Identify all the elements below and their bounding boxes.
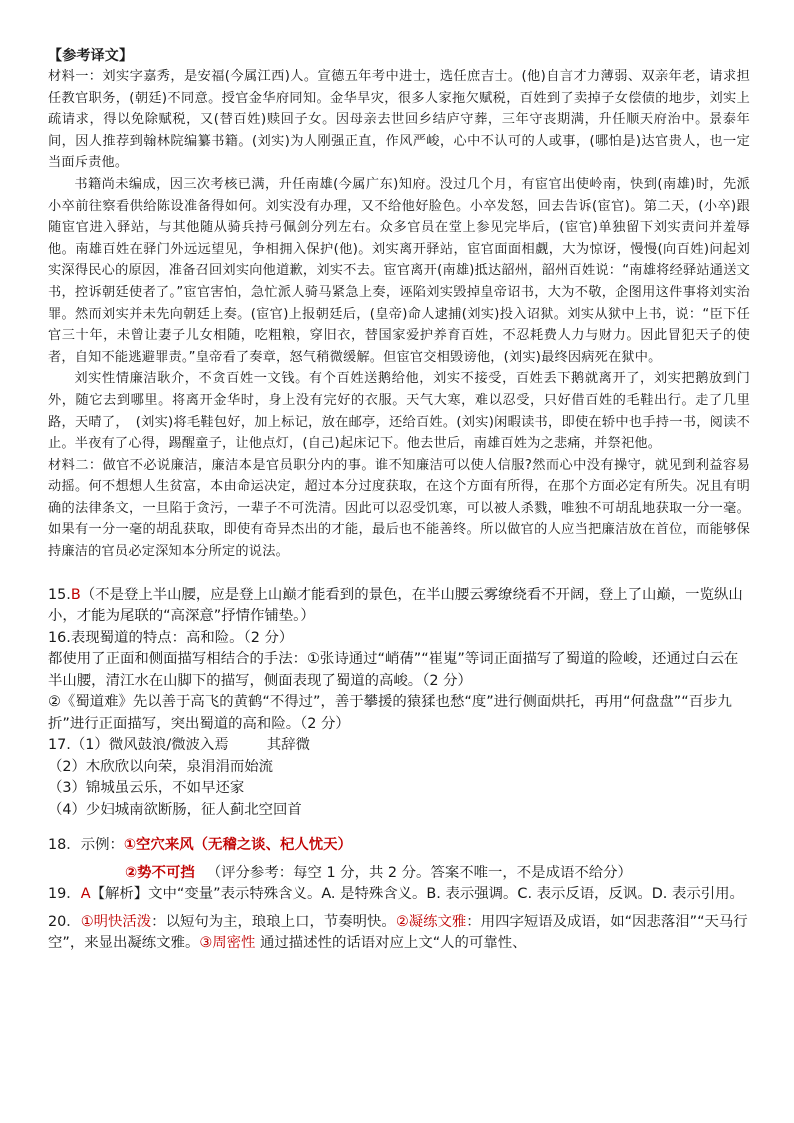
- q16-line2: 都使用了正面和侧面描写相结合的手法：①张诗通过“峭蒨”“崔嵬”等词正面描写了蜀道的险峻，还通过白云在半山腰，清江水在山脚下的描写，侧面表现了蜀道的高峻。（2 分）: [48, 651, 739, 689]
- q18-note: （评分参考：每空 1 分，共 2 分。答案不唯一，不是成语不给分）: [206, 864, 632, 881]
- q18-prefix: 18．示例：: [48, 837, 124, 854]
- q15-num: 15.: [48, 586, 71, 603]
- q20-term3: ③周密性: [199, 935, 256, 952]
- reference-title: 【参考译文】: [48, 48, 134, 64]
- q20-text3: 通过描述性的话语对应上文“人的可靠性、: [255, 935, 527, 952]
- q17-line3: （3）锦城虽云乐，不如早还家: [48, 780, 245, 797]
- q18-answer2: ②势不可挡: [125, 864, 195, 881]
- q20-text2: ：用四字短语及成语，如“因悲落泪”“天马行空”，来显出凝练文雅。: [48, 913, 748, 952]
- q17-line4: （4）少妇城南欲断肠，征人蓟北空回首: [48, 801, 302, 818]
- q15-answer: [48, 585, 750, 628]
- q20-text1: ：以短句为主，琅琅上口，节奏明快。: [151, 913, 396, 930]
- q15-text: （不是登上半山腰，应是登上山巅才能看到的景色，在半山腰云雾缭绕看不开阔，登上了山巅，一览纵山小，才能为尾联的“高深意”抒情作铺垫。）: [48, 586, 743, 625]
- material1-para1: 材料一：刘实字嘉秀，是安福(今属江西)人。宣德五年考中进士，选任庶吉士。(他)自言才力薄弱、双亲年老，请求担任教官职务，(朝廷)不同意。授官金华府同知。金华旱灾，很多人家拖欠赋税，百姓到了卖掉子女偿债的地步，刘实上疏请求，得以免除赋税，又(替百姓)赎回子女。因母亲去世回乡结庐守葬，三年守丧期满，升任顺天府治中。景泰年间，因人推荐到翰林院编纂书籍。(刘实)为人刚强正直，作风严峻，心中不认可的人或事，(哪怕是)达官贵人，也一定当面斥责他。: [48, 69, 750, 171]
- q20-answer: [48, 912, 750, 955]
- q19-answer: [48, 884, 750, 906]
- q18-line1: [48, 835, 750, 857]
- reference-translation: [48, 46, 750, 563]
- q17-line1b: 其辞微: [266, 737, 310, 754]
- material2-para: 材料二：做官不必说廉洁，廉洁本是官员职分内的事。谁不知廉洁可以使人信服?然而心中没有操守，就见到利益容易动摇。何不想想人生贫富，本由命运决定，超过本分过度获取，在这个方面有所得，在那个方面必定有所失。况且有明确的法律条文，一旦陷于贪污，一辈子不可洗清。因此可以忍受饥寒，可以被人杀戮，唯独不可胡乱地获取一分一毫。如果有一分一毫的胡乱获取，即使有奇异杰出的才能，最后也不能善终。所以做官的人应当把廉洁放在首位，而能够保持廉洁的官员必定深知本分所定的说法。: [48, 457, 750, 560]
- q17-line1a: 17.（1）微风鼓浪/微波入焉: [48, 737, 229, 754]
- q20-num: 20．: [48, 913, 81, 930]
- q15-letter: B: [70, 586, 81, 603]
- q17-line1: [48, 735, 750, 757]
- q19-num: 19．: [48, 886, 81, 903]
- material1-para3: 刘实性情廉洁耿介，不贪百姓一文钱。有个百姓送鹅给他，刘实不接受，百姓丢下鹅就离开了，刘实把鹅放到门外，随它去到哪里。将离开金华时，身上没有完好的衣服。天气大寒，难以忍受，只好借百姓的毛鞋出行。走了几里路，天晴了， (刘实)将毛鞋包好，加上标记，放在邮亭，还给百姓。(刘实)闲暇读书，即使在轿中也手持一书，阅读不止。半夜有了心得，踢醒童子，让他点灯，(自己)起床记下。他去世后，南雄百姓为之悲痛，并祭祀他。: [48, 371, 750, 452]
- q20-term1: ①明快活泼: [80, 913, 152, 930]
- answers-section: [48, 585, 750, 955]
- q18-line2: [48, 863, 750, 885]
- q16-line1: 16.表现蜀道的特点：高和险。（2 分）: [48, 629, 294, 646]
- q19-text: 【解析】文中“变量”表示特殊含义。A. 是特殊含义。B. 表示强调。C. 表示反语，反讽。D. 表示引用。: [90, 886, 744, 903]
- q18-answer1: ①空穴来风（无稽之谈、杞人忧天）: [123, 837, 352, 854]
- q16-line3: ②《蜀道难》先以善于高飞的黄鹤“不得过”，善于攀援的猿猱也愁“度”进行侧面烘托，再用“何盘盘”“百步九折”进行正面描写，突出蜀道的高和险。（2 分）: [48, 694, 732, 732]
- q19-letter: A: [80, 886, 91, 903]
- q20-term2: ②凝练文雅: [395, 913, 467, 930]
- q17-line2: （2）木欣欣以向荣，泉涓涓而始流: [48, 758, 274, 775]
- material1-para2: 书籍尚未编成，因三次考核已满，升任南雄(今属广东)知府。没过几个月，有宦官出使岭南，快到(南雄)时，先派小卒前往察看供给陈设准备得如何。刘实没有办理，又不给他好脸色。小卒发怒，回去告诉(宦官)。第二天，(小卒)跟随宦官进入驿站，与其他随从骑兵持弓佩剑分列左右。众多官员在堂上参见完毕后，(宦官)单独留下刘实责问并羞辱他。南雄百姓在驿门外远远望见，争相拥入保护(他)。刘实离开驿站，宦官面面相觑，大为惊讶，慢慢(向百姓)问起刘实深得民心的原因，准备召回刘实向他道歉，刘实不去。宦官离开(南雄)抵达韶州，韶州百姓说：“南雄将经驿站通送文书，控诉朝廷使者了。”宦官害怕，急忙派人骑马紧急上奏，诬陷刘实毁掉皇帝诏书，大为不敬，企图用这件事将刘实治罪。然而刘实并未先向朝廷上奏。(宦官)上报朝廷后，(皇帝)命人逮捕(刘实)投入诏狱。刘实从狱中上书，说：“臣下任官三十年，未曾让妻子儿女相随，吃粗粮，穿旧衣，替国家爱护养育百姓，不忍耗费人力与财力。因此冒犯天子的使者，自知不能逃避罪责。”皇帝看了奏章，怒气稍微缓解。但宦官交相毁谤他，(刘实)最终因病死在狱中。: [48, 176, 750, 365]
